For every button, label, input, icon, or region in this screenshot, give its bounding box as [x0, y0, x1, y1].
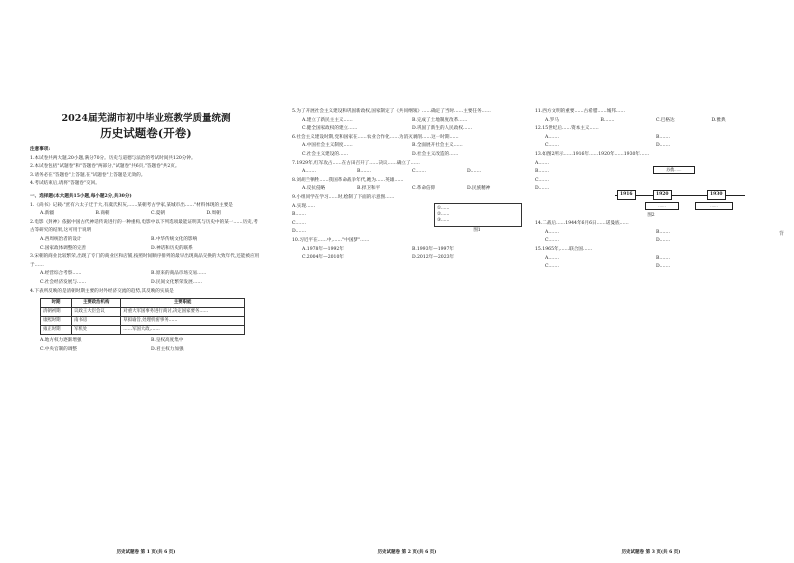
option: C.……: [292, 220, 306, 226]
option: D.社会主义改造的……: [412, 151, 459, 157]
figure-1-line: ③……: [437, 217, 450, 223]
question-5-options: [292, 117, 522, 134]
question-9-body: [292, 203, 522, 237]
option: B.捍卫和平: [357, 186, 381, 192]
question-6-options: [292, 142, 522, 159]
option: C.2004年—2010年: [302, 255, 344, 261]
option: D.……: [656, 264, 671, 270]
option: A.……: [545, 134, 559, 140]
option: A.建立了新民主主义……: [302, 117, 353, 123]
option: B.商朝: [95, 211, 110, 217]
timeline-box: 苏俄……: [653, 166, 695, 175]
option: C.革命信仰: [412, 186, 436, 192]
option: D.君主权力加强: [151, 346, 184, 352]
option: B.1993年—1997年: [412, 246, 454, 252]
exam-title: 2024届芜湖市初中毕业班教学质量统测: [61, 113, 231, 124]
option: C.……: [412, 169, 426, 175]
question-5: 5.为了开展社会主义建设和巩固新政权,国家制定了《共同纲领》……确定了当时……主要任务……: [292, 109, 491, 114]
figure-1-line: ②……: [437, 211, 450, 217]
option: D.……: [656, 238, 671, 244]
option: B.中华传统文化的影响: [151, 236, 198, 242]
option: C.国家政体调整的完善: [40, 245, 87, 251]
option: C.……: [535, 177, 549, 183]
table-cell: 雍正时期: [41, 326, 72, 335]
option: A.……: [535, 160, 549, 166]
table-cell: 康熙时期: [41, 317, 72, 326]
option: A.……: [302, 169, 316, 175]
option: B.……: [535, 169, 550, 175]
option: B.……: [292, 212, 307, 218]
option: D.民间文化繁荣发展……: [151, 279, 202, 285]
option: D.……: [656, 143, 671, 149]
option: A.……: [545, 229, 559, 235]
table-header: 时期: [41, 299, 72, 308]
question-15-options: [535, 255, 767, 272]
option: D.……: [292, 229, 307, 235]
page-column-1: [30, 100, 262, 555]
timeline-year: 1920: [653, 190, 672, 200]
question-13-options: [535, 160, 605, 212]
question-4-table: [40, 298, 245, 335]
option: C.……: [545, 143, 559, 149]
option: C.……: [545, 238, 559, 244]
option: D.……: [467, 169, 482, 175]
option: B.皇权高度集中: [151, 338, 184, 344]
question-6: 6.社会主义建设时期,党和国家在……农业合作化……为消灭剥削……这一时期……: [292, 134, 459, 140]
page-footer-2: 历史试题卷 第 2 页(共 6 页): [377, 550, 437, 555]
question-9-options: [292, 203, 432, 237]
option: B.完成了土地制度改革……: [412, 117, 468, 123]
question-2-options: [30, 236, 262, 253]
table-cell: 军机处: [72, 326, 121, 335]
table-cell: 清朝初期: [41, 308, 72, 317]
timeline-box: ……: [695, 202, 733, 211]
exam-subtitle: 历史试题卷(开卷): [100, 126, 192, 140]
question-3-options: [30, 270, 262, 287]
question-14-options: [535, 229, 767, 246]
page-footer-1: 历史试题卷 第 1 页(共 6 页): [116, 550, 176, 555]
figure-1-line: ①……: [437, 205, 450, 211]
option: D.……: [535, 186, 550, 192]
side-mark: 背: [778, 231, 784, 237]
option: D.雅典: [711, 117, 726, 123]
option: C.夏朝: [151, 211, 165, 217]
question-14: 14.二战后……1944年6月6日……诺曼底……: [535, 221, 629, 227]
option: B.……: [600, 117, 615, 123]
notice-line: 2.本试卷包括"试题卷"和"答题卷"两部分,"试题卷"共6页,"答题卷"共2页。: [30, 164, 180, 170]
option: A.反抗侵略: [302, 186, 326, 192]
option: D.周朝: [206, 211, 221, 217]
notice-line: 4.考试结束后,请将"答题卷"交回。: [30, 181, 100, 187]
question-12-options: [535, 134, 767, 151]
question-15: 15.1965年,……联合国……: [535, 246, 593, 252]
option: B.……: [656, 255, 671, 261]
timeline-box: ……: [645, 202, 679, 211]
question-2: 2.电影《封神》依据中国古代神话传说进行的一种重构,电影中以下列选项最能证明其与历史中的某一……历史,考古等研究的结果,这可用于说明: [30, 219, 258, 234]
option: C.健全国家政权的建立……: [302, 126, 358, 132]
table-header: 主要职能: [121, 299, 245, 308]
option: A.新疆: [40, 211, 54, 217]
section-heading: 一、选择题(本大题共15小题,每小题2分,共30分): [30, 193, 132, 199]
figure-2-label: 图2: [647, 212, 655, 218]
option: A.地方权力逐渐增强: [40, 338, 82, 344]
option: B.原来的商品市场交易……: [151, 271, 207, 277]
option: A.实现……: [292, 203, 316, 209]
question-13: 13.如图2所示……1916年……1920年……1930年……: [535, 151, 650, 157]
option: D.神话和历史的联系: [151, 245, 193, 251]
notice-line: 3.请务必在"答题卷"上答题,在"试题卷"上答题是无效的。: [30, 172, 146, 178]
option: B.……: [656, 229, 671, 235]
page-column-3: [535, 108, 767, 563]
page-footer-3: 历史试题卷 第 3 页(共 6 页): [621, 550, 681, 555]
question-8-options: [292, 185, 522, 194]
option: C.社会主义建设的……: [302, 151, 349, 157]
option: D.民族精神: [467, 186, 491, 192]
option: A.西周统治者的设计: [40, 236, 82, 242]
option: A.经营综合考察……: [40, 271, 82, 277]
table-row: [41, 317, 245, 326]
option: C.巴格达: [656, 117, 675, 123]
question-10: 10.习近平在……中,……"中国梦"……: [292, 237, 370, 243]
notice-line: 1.本试卷共两大题,20小题,满分70分。历史与道德与法治的考试时间共120分钟。: [30, 155, 196, 161]
table-header: 主要政治机构: [72, 299, 121, 308]
option: C.社会经济发展与……: [40, 279, 87, 285]
table-cell: 草拟谕旨,处理机密事务……: [121, 317, 245, 326]
option: D.2012年—2023年: [412, 255, 455, 261]
option: B.全面展开社会主义……: [412, 143, 463, 149]
question-10-options: [292, 246, 522, 263]
question-8: 8.刘胡兰牺牲……我国革命战争年代,她为……英雄……: [292, 177, 404, 183]
question-11-options: [535, 117, 767, 126]
option: A.1978年—1992年: [302, 246, 344, 252]
option: B.……: [656, 134, 671, 140]
option: B.……: [357, 169, 372, 175]
timeline-figure: [615, 162, 745, 212]
question-1: 1.《尚书》记载:"庶有六太子迁于大,有虞氏积灰,……某朝考古学家,某城市出……"材料体现的主要是: [30, 202, 233, 208]
timeline-year: 1916: [617, 190, 636, 200]
figure-1-label: 图1: [473, 227, 481, 233]
question-3: 3.宋朝的商业比较繁荣,出现了专门的商业区和店铺,按照时间顺序排列的最早出现商品交换的大致年代,还能被应用于……: [30, 254, 260, 268]
question-7-options: [292, 168, 522, 177]
question-12: 12.15世纪后……资本主义……: [535, 126, 599, 132]
question-4: 4.下表所反映的是清朝时期主要的对外经济交流的趋势,其反映的实质是: [30, 288, 174, 294]
question-1-options: [30, 210, 262, 219]
option: C.中央官制的调整: [40, 346, 77, 352]
question-4-options: [30, 337, 262, 354]
timeline-year: 1930: [707, 190, 726, 200]
option: A.中国社会主义制度……: [302, 143, 353, 149]
option: C.……: [545, 264, 559, 270]
table-cell: 南书房: [72, 317, 121, 326]
table-cell: ……军国大政,……: [121, 326, 245, 335]
option: A.罗马: [545, 117, 559, 123]
figure-1: [432, 203, 522, 236]
figure-1-box: [434, 203, 522, 227]
question-7: 7.1929年,红军攻占……在古田召开了……决议……确立了……: [292, 160, 420, 166]
question-9: 9.小组同学在学习……时,绘制了下面的示意图……: [292, 194, 395, 200]
table-row: [41, 308, 245, 317]
option: D.巩固了新生的人民政权……: [412, 126, 473, 132]
table-cell: 议政王大臣会议: [72, 308, 121, 317]
page-column-2: [292, 108, 522, 563]
table-row: [41, 326, 245, 335]
notice-heading: 注意事项:: [30, 147, 51, 152]
table-cell: 对重大军国事务进行商讨,决定国家要务……: [121, 308, 245, 317]
question-11: 11.西方文明的重要……古希腊……城邦……: [535, 109, 625, 114]
option: A.……: [545, 255, 559, 261]
question-13-body: [535, 160, 767, 212]
